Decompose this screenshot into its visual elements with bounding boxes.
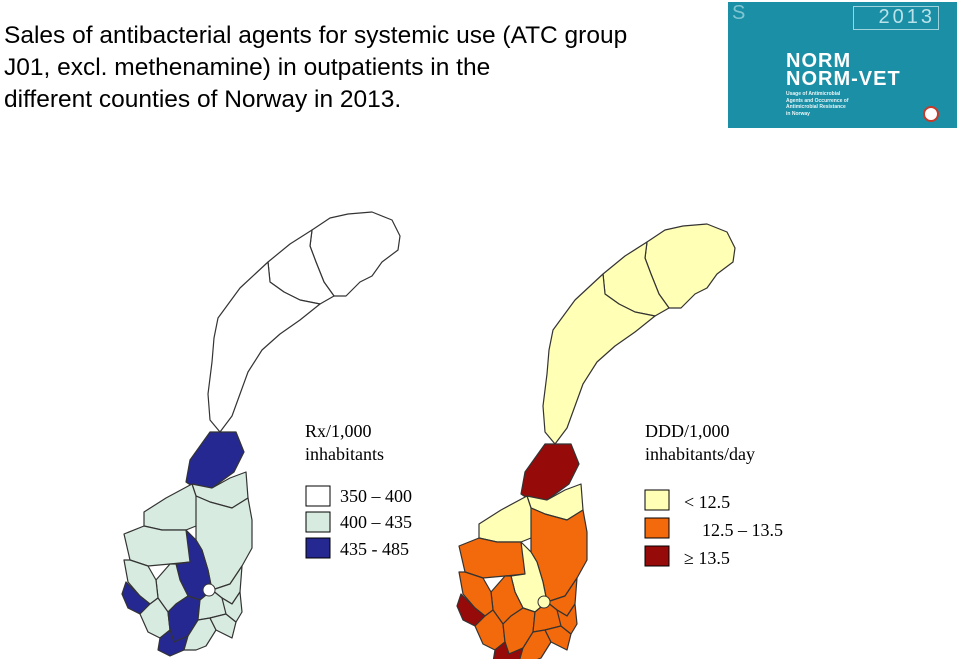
cover-subtitle-line-1: Usage of Antimicrobial bbox=[786, 91, 841, 97]
title-line-3: different counties of Norway in 2013. bbox=[4, 86, 402, 113]
legend-rx-swatch-3 bbox=[306, 538, 330, 558]
cover-norm-logo: NORM bbox=[786, 50, 852, 72]
cover-norm-vet-logo: NORM-VET bbox=[786, 68, 901, 90]
legend-rx-label-1: 350 – 400 bbox=[340, 486, 412, 506]
cover-year: 2013 bbox=[878, 6, 935, 28]
oslo-county-marker bbox=[203, 584, 215, 596]
legend-ddd-swatch-2 bbox=[645, 518, 669, 538]
legend-rx-swatch-1 bbox=[306, 486, 330, 506]
map-ddd bbox=[457, 224, 735, 659]
title-line-1: Sales of antibacterial agents for systemic use (ATC group bbox=[4, 22, 628, 49]
cover-subtitle-line-3: Antimicrobial Resistance bbox=[786, 104, 846, 110]
oslo-county-marker bbox=[538, 596, 550, 608]
county-region-7 bbox=[459, 538, 531, 578]
cover-subtitle-line-2: Agents and Occurrence of bbox=[786, 97, 849, 104]
legend-ddd bbox=[645, 421, 783, 568]
legend-rx-title-1: Rx/1,000 bbox=[305, 421, 372, 441]
legend-ddd-label-2: 12.5 – 13.5 bbox=[702, 520, 783, 540]
legend-ddd-swatch-3 bbox=[645, 546, 669, 566]
legend-rx-swatch-2 bbox=[306, 512, 330, 532]
legend-rx bbox=[305, 421, 412, 559]
legend-rx-title-2: inhabitants bbox=[305, 444, 384, 464]
legend-ddd-label-3: ≥ 13.5 bbox=[684, 548, 730, 568]
legend-ddd-title-2: inhabitants/day bbox=[645, 444, 755, 464]
legend-rx-label-2: 400 – 435 bbox=[340, 512, 412, 532]
legend-ddd-title-1: DDD/1,000 bbox=[645, 421, 730, 441]
title-line-2: J01, excl. methenamine) in outpatients in the bbox=[4, 54, 491, 81]
cover-subtitle-line-4: in Norway bbox=[786, 110, 810, 117]
legend-rx-label-3: 435 - 485 bbox=[340, 539, 409, 559]
legend-ddd-label-1: < 12.5 bbox=[684, 492, 731, 512]
legend-ddd-swatch-1 bbox=[645, 490, 669, 510]
county-region-7 bbox=[124, 526, 196, 566]
cover-decor-s: S bbox=[732, 2, 746, 24]
